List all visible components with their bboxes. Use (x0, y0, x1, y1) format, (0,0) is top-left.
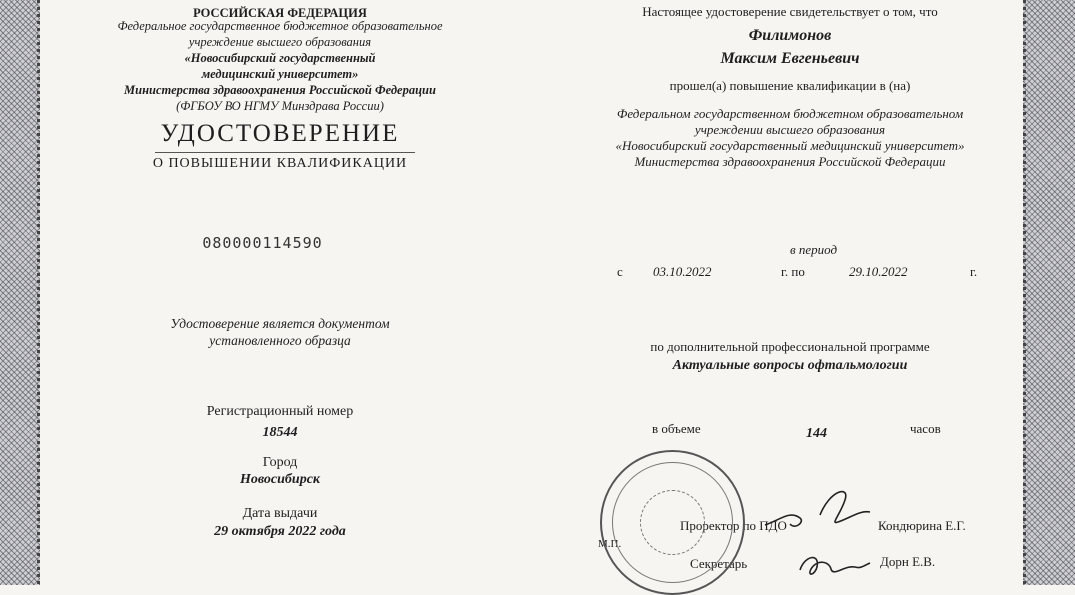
header-country: РОССИЙСКАЯ ФЕДЕРАЦИЯ (193, 6, 367, 20)
prorector-signature (760, 480, 880, 540)
recipient-surname: Филимонов (748, 27, 832, 44)
program-label: по дополнительной профессиональной программе (650, 339, 930, 354)
doc-note-1: Удостоверение является документом (170, 316, 390, 331)
secretary-label: Секретарь (690, 556, 748, 571)
period-label: в период (790, 242, 838, 257)
guilloche-border-right (1023, 0, 1075, 585)
city-value: Новосибирск (239, 472, 321, 487)
org-line-2: учреждении высшего образования (694, 122, 886, 137)
volume-hours-value: 144 (806, 426, 827, 441)
header-university-1: «Новосибирский государственный (184, 51, 376, 65)
reg-number-value: 18544 (262, 425, 298, 440)
city-label: Город (262, 455, 298, 470)
header-org-type-2: учреждение высшего образования (188, 35, 372, 49)
doc-note-2: установленного образца (209, 333, 351, 348)
org-line-1: Федеральном государственном бюджетном образовательном (616, 106, 964, 121)
prorector-name: Кондюрина Е.Г. (878, 518, 966, 533)
period-to-date: 29.10.2022 (849, 264, 908, 279)
secretary-signature (795, 545, 875, 585)
certificate-left-page (40, 0, 520, 585)
seal-place-label: М.П. (598, 538, 622, 550)
issue-date-value: 29 октября 2022 года (214, 524, 346, 539)
serial-number: 080000114590 (202, 234, 323, 252)
header-ministry: Министерства здравоохранения Российской Федерации (124, 83, 436, 97)
guilloche-border-left (0, 0, 40, 585)
certificate-title: УДОСТОВЕРЕНИЕ (160, 120, 400, 147)
org-line-3: «Новосибирский государственный медицинский университет» (615, 138, 965, 153)
prorector-label: Проректор по ПДО (680, 518, 787, 533)
recipient-name: Максим Евгеньевич (720, 50, 860, 67)
passed-text: прошел(а) повышение квалификации в (на) (669, 78, 911, 93)
intro-text: Настоящее удостоверение свидетельствует о том, что (642, 4, 938, 19)
volume-label: в объеме (652, 421, 701, 436)
header-abbreviation: (ФГБОУ ВО НГМУ Минздрава России) (176, 99, 384, 113)
period-from-label: с (617, 264, 623, 279)
hours-label: часов (910, 421, 941, 436)
period-year-suffix: г. (970, 264, 978, 279)
secretary-name: Дорн Е.В. (880, 554, 936, 569)
title-rule (155, 152, 415, 153)
header-university-2: медицинский университет» (201, 67, 359, 81)
official-seal-stamp (600, 450, 748, 595)
header-org-type: Федеральное государственное бюджетное образовательное (117, 19, 443, 33)
period-to-label: г. по (781, 264, 805, 279)
period-from-date: 03.10.2022 (653, 264, 712, 279)
certificate-subtitle: О ПОВЫШЕНИИ КВАЛИФИКАЦИИ (152, 156, 408, 171)
issue-date-label: Дата выдачи (242, 506, 318, 521)
reg-number-label: Регистрационный номер (206, 404, 354, 419)
program-name: Актуальные вопросы офтальмологии (672, 358, 908, 373)
org-line-4: Министерства здравоохранения Российской Федерации (634, 154, 946, 169)
